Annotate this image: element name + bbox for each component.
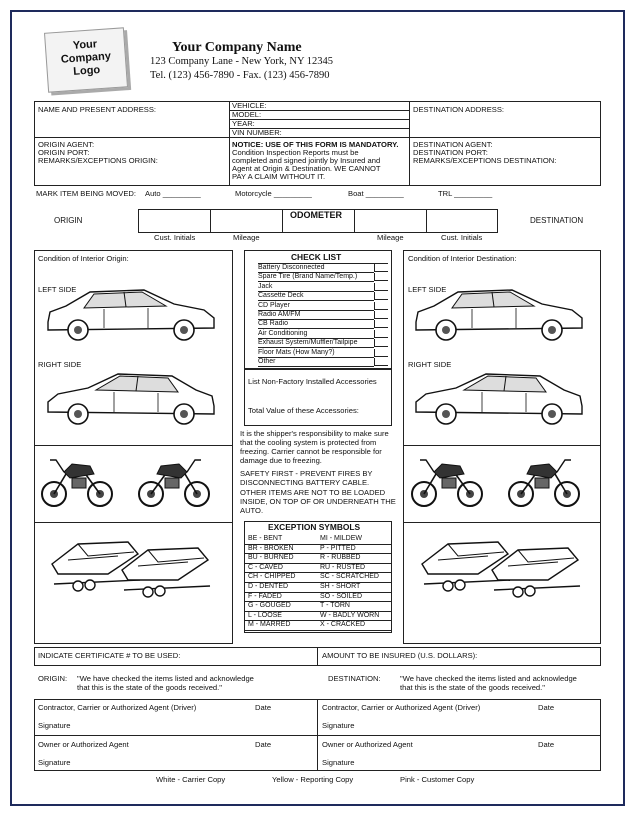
odometer-title: ODOMETER [290, 210, 343, 220]
date-label: Date [538, 740, 555, 749]
boat-field[interactable]: Boat _________ [348, 189, 404, 198]
motorcycle-icon [505, 452, 585, 514]
left-side-label: LEFT SIDE [38, 285, 77, 294]
exception-symbol: M - MARRED [248, 621, 291, 629]
exception-symbol: F - FADED [248, 592, 282, 600]
motorcycle-icon [135, 452, 215, 514]
checklist-checkbox[interactable] [374, 283, 388, 291]
total-value-label: Total Value of these Accessories: [248, 406, 359, 415]
checklist-item: CB Radio [258, 320, 374, 329]
exception-symbol: R - RUBBED [320, 554, 361, 562]
checklist-item: CD Player [258, 302, 374, 311]
safety-notice: INSIDE, ON TOP OF OR UNDERNEATH THE [240, 497, 396, 506]
year-field[interactable]: YEAR: [232, 119, 255, 128]
safety-notice: AUTO. [240, 506, 264, 515]
mileage-destination: Mileage [377, 233, 404, 242]
owner-signature-label: Owner or Authorized Agent [322, 740, 413, 749]
checklist-item: Exhaust System/Muffler/Tailpipe [258, 339, 374, 348]
checklist-title: CHECK LIST [291, 252, 342, 262]
checklist-checkbox[interactable] [374, 330, 388, 338]
signature-field[interactable]: Signature [322, 758, 355, 767]
owner-signature-label: Owner or Authorized Agent [38, 740, 129, 749]
notice-text: PAY A CLAIM WITHOUT IT. [232, 172, 326, 181]
checklist-checkbox[interactable] [374, 292, 388, 300]
name-address-label: NAME AND PRESENT ADDRESS: [38, 105, 157, 114]
signature-field[interactable]: Signature [322, 721, 355, 730]
car-left-side-icon [44, 282, 228, 344]
exception-symbol: SH - SHORT [320, 583, 361, 590]
right-side-label: RIGHT SIDE [408, 360, 452, 369]
vehicle-field[interactable]: VEHICLE: [232, 101, 267, 110]
shipper-notice: It is the shipper's responsibility to make sure [240, 429, 389, 438]
origin-agent-label: ORIGIN AGENT: [38, 140, 95, 149]
date-label: Date [255, 703, 272, 712]
cust-initials-destination: Cust. Initials [441, 233, 483, 242]
exception-symbol: SC - SCRATCHED [320, 573, 379, 581]
exception-symbol: W - BADLY WORN [320, 611, 380, 619]
condition-origin-label: Condition of Interior Origin: [38, 254, 129, 263]
accessories-label: List Non-Factory Installed Accessories [248, 377, 377, 386]
car-right-side-icon [412, 366, 596, 428]
checklist-item: Jack [258, 283, 374, 292]
signature-field[interactable]: Signature [38, 758, 71, 767]
exception-symbol: CH - CHIPPED [248, 573, 296, 581]
auto-field[interactable]: Auto _________ [145, 189, 201, 198]
odometer-origin-label: ORIGIN [54, 216, 83, 225]
checklist-item: Air Conditioning [258, 330, 374, 339]
notice-title: NOTICE: USE OF THIS FORM IS MANDATORY. [232, 140, 399, 149]
checklist-checkbox[interactable] [374, 339, 388, 347]
right-side-label: RIGHT SIDE [38, 360, 82, 369]
signature-field[interactable]: Signature [38, 721, 71, 730]
exception-symbol: BR - BROKEN [248, 544, 294, 552]
destination-port-label: DESTINATION PORT: [413, 148, 488, 157]
mileage-origin: Mileage [233, 233, 260, 242]
amount-field[interactable]: AMOUNT TO BE INSURED (U.S. DOLLARS): [322, 651, 478, 660]
car-left-side-icon [412, 282, 596, 344]
remarks-destination-label: REMARKS/EXCEPTIONS DESTINATION: [413, 156, 557, 165]
origin-label: ORIGIN: [38, 674, 68, 683]
boat-icon [488, 540, 588, 604]
cust-initials-origin: Cust. Initials [154, 233, 196, 242]
checklist-item: Other [258, 358, 374, 367]
exception-symbol: SO - SOILED [320, 592, 363, 600]
exception-symbol: C - CAVED [248, 563, 283, 571]
checklist-checkbox[interactable] [374, 349, 388, 357]
checklist-checkbox[interactable] [374, 273, 388, 281]
condition-destination-label: Condition of Interior Destination: [408, 254, 517, 263]
checklist-checkbox[interactable] [374, 264, 388, 272]
left-side-label: LEFT SIDE [408, 285, 447, 294]
notice-text: completed and signed jointly by Insured and [232, 156, 381, 165]
origin-acknowledgement: that this is the state of the goods received." [77, 683, 222, 692]
carrier-signature-label: Contractor, Carrier or Authorized Agent (Driver) [38, 703, 197, 712]
checklist-checkbox[interactable] [374, 320, 388, 328]
notice-text: Condition Inspection Reports must be [232, 148, 359, 157]
destination-label: DESTINATION: [328, 674, 381, 683]
checklist-item: Radio AM/FM [258, 311, 374, 320]
shipper-notice: damage due to freezing. [240, 456, 322, 465]
certificate-field[interactable]: INDICATE CERTIFICATE # TO BE USED: [38, 651, 181, 660]
copy-yellow: Yellow - Reporting Copy [272, 775, 354, 784]
motorcycle-icon [40, 452, 120, 514]
copy-pink: Pink - Customer Copy [400, 775, 475, 784]
exception-symbol: D - DENTED [248, 583, 289, 590]
company-logo: Your Company Logo [44, 27, 128, 92]
vin-field[interactable]: VIN NUMBER: [232, 128, 282, 137]
exception-symbol: G - GOUGED [248, 602, 291, 610]
safety-notice: DISCONNECTING BATTERY CABLE. [240, 478, 370, 487]
exception-symbol: X - CRACKED [320, 621, 366, 629]
origin-acknowledgement: "We have checked the items listed and acknowledge [77, 674, 254, 683]
motorcycle-field[interactable]: Motorcycle _________ [235, 189, 312, 198]
exception-symbol: BE - BENT [248, 535, 283, 542]
model-field[interactable]: MODEL: [232, 110, 262, 119]
checklist-checkbox[interactable] [374, 302, 388, 310]
checklist-item: Battery Disconnected [258, 264, 374, 273]
company-phone: Tel. (123) 456-7890 - Fax. (123) 456-7890 [150, 70, 330, 81]
motorcycle-icon [410, 452, 490, 514]
checklist-checkbox[interactable] [374, 358, 388, 366]
date-label: Date [255, 740, 272, 749]
notice-text: Agent at Origin & Destination. WE CANNOT [232, 164, 381, 173]
exception-symbol: RU - RUSTED [320, 563, 366, 571]
safety-notice: SAFETY FIRST - PREVENT FIRES BY [240, 469, 373, 478]
exception-symbol: MI - MILDEW [320, 535, 362, 542]
destination-acknowledgement: that this is the state of the goods received." [400, 683, 545, 692]
trl-field[interactable]: TRL _________ [438, 189, 493, 198]
destination-acknowledgement: "We have checked the items listed and acknowledge [400, 674, 577, 683]
car-right-side-icon [44, 366, 228, 428]
exception-symbols-title: EXCEPTION SYMBOLS [268, 522, 361, 532]
checklist-item: Floor Mats (How Many?) [258, 349, 374, 358]
exception-symbol: P - PITTED [320, 544, 356, 552]
destination-address-label: DESTINATION ADDRESS: [413, 105, 504, 114]
remarks-origin-label: REMARKS/EXCEPTIONS ORIGIN: [38, 156, 158, 165]
exception-symbol: T - TORN [320, 602, 350, 610]
destination-agent-label: DESTINATION AGENT: [413, 140, 493, 149]
checklist-item: Spare Tire (Brand Name/Temp.) [258, 273, 374, 282]
safety-notice: OTHER ITEMS ARE NOT TO BE LOADED [240, 488, 386, 497]
mark-item-label: MARK ITEM BEING MOVED: [36, 189, 136, 198]
exception-symbol: L - LOOSE [248, 611, 282, 619]
copy-white: White - Carrier Copy [156, 775, 226, 784]
origin-port-label: ORIGIN PORT: [38, 148, 90, 157]
shipper-notice: freezing. Carrier cannot be responsible for [240, 447, 382, 456]
boat-icon [118, 540, 218, 604]
exception-row-divider [244, 630, 392, 631]
odometer-destination-label: DESTINATION [530, 216, 584, 225]
company-address: 123 Company Lane - New York, NY 12345 [150, 56, 334, 67]
exception-symbol: BU - BURNED [248, 554, 294, 562]
carrier-signature-label: Contractor, Carrier or Authorized Agent (Driver) [322, 703, 481, 712]
checklist-item: Cassette Deck [258, 292, 374, 301]
shipper-notice: that the cooling system is protected from [240, 438, 377, 447]
company-name: Your Company Name [172, 40, 302, 55]
checklist-checkbox[interactable] [374, 311, 388, 319]
date-label: Date [538, 703, 555, 712]
